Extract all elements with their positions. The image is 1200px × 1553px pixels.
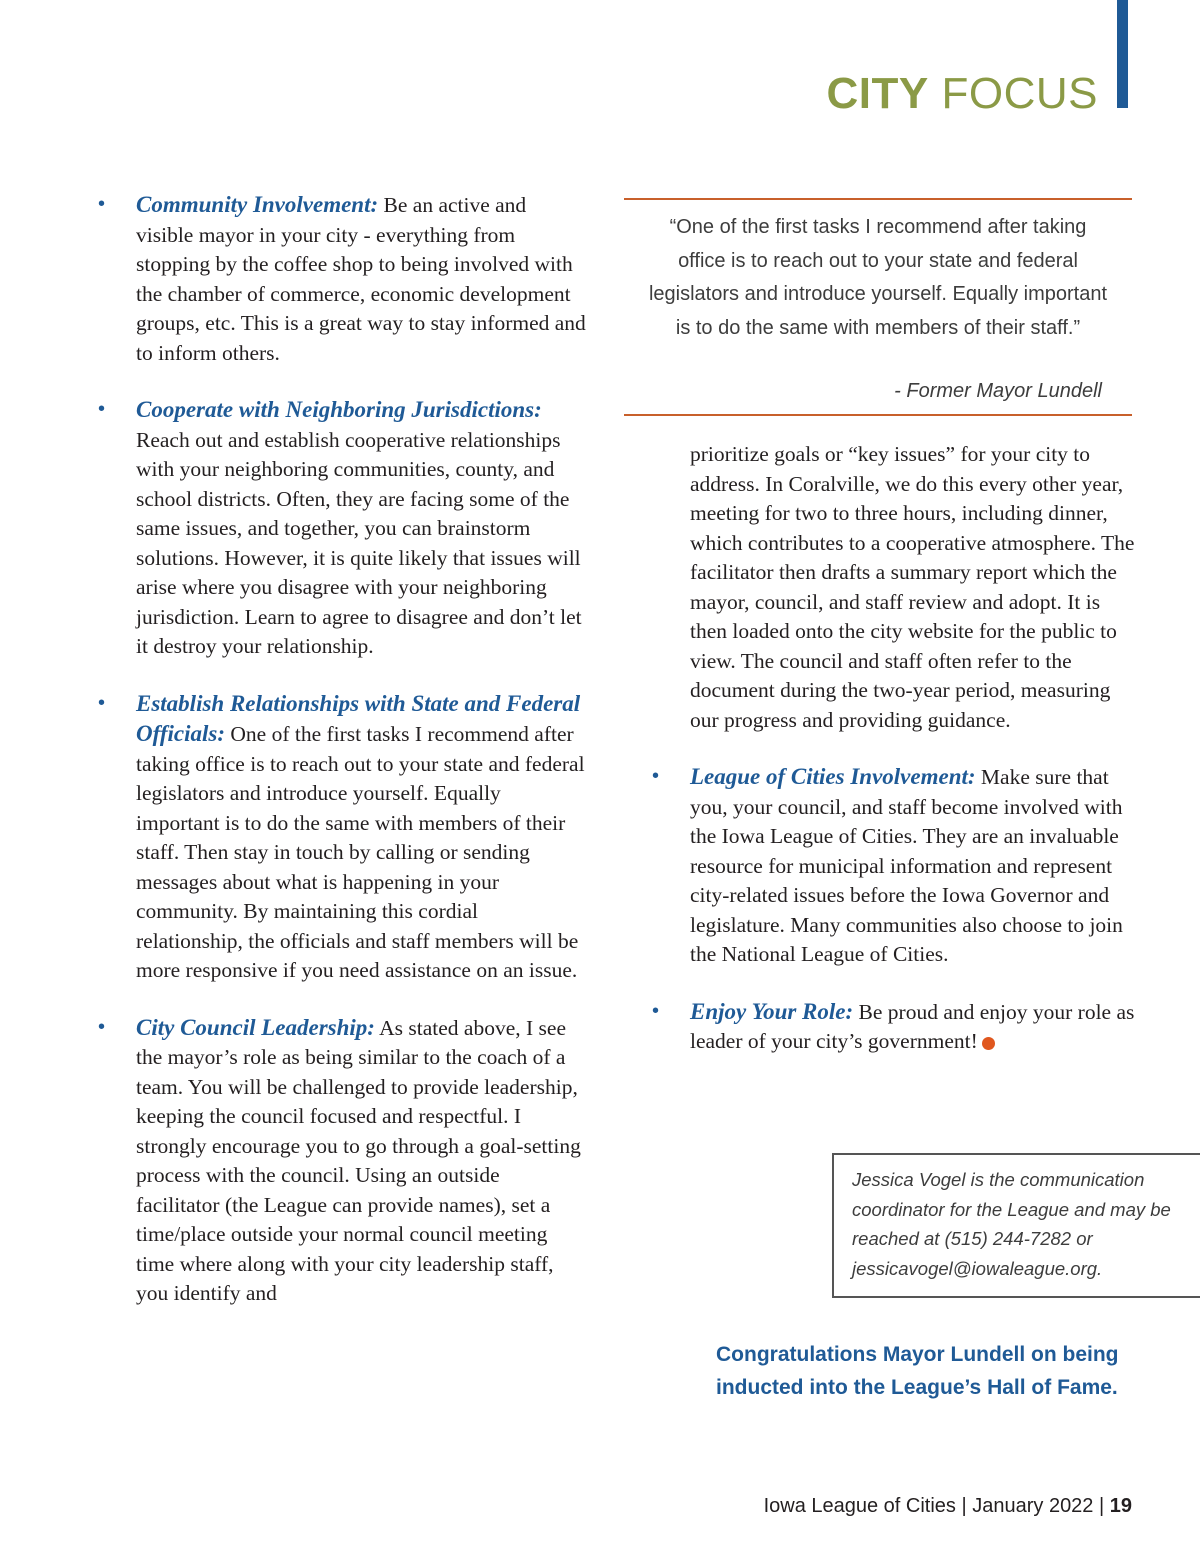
pull-quote-text: “One of the first tasks I recommend after taking office is to reach out to your state and federal legislators and introduce yourself. Equally important is to do the same with members of their staff.”: [648, 216, 1108, 339]
bullet-lead: Cooperate with Neighboring Jurisdictions:: [136, 397, 542, 422]
bullet-lead: City Council Leadership:: [136, 1014, 375, 1040]
bullet-lead: League of Cities Involvement:: [690, 764, 976, 789]
bullet-lead: Community Involvement:: [136, 192, 379, 217]
bullet-item: [650, 762, 1140, 970]
bullet-text: Be an active and visible mayor in your city - everything from stopping by the coffee shop to being involved with the chamber of commerce, economic development groups, etc. This is a great way to stay informed and to inform others.: [136, 193, 586, 365]
page-footer: [764, 1495, 1132, 1518]
bullet-icon: •: [652, 999, 660, 1022]
section-header: [827, 66, 1098, 122]
bullet-icon: •: [98, 1015, 106, 1038]
author-bio-text: Jessica Vogel is the communication coordinator for the League and may be reached at (515) 244-7282 or jessicavogel@iowaleague.org.: [852, 1169, 1171, 1279]
left-column: [96, 190, 586, 1336]
bullet-item: [96, 190, 586, 368]
pull-quote-attribution: - Former Mayor Lundell: [894, 380, 1102, 402]
bullet-item: [96, 689, 586, 986]
bullet-item: [96, 1013, 586, 1309]
bullet-item: [96, 395, 586, 662]
bullet-lead: Establish Relationships with State and Federal Officials:: [136, 690, 581, 746]
bullet-lead: Enjoy Your Role:: [690, 998, 854, 1024]
bullet-item: [650, 997, 1140, 1057]
bullet-icon: •: [98, 193, 106, 215]
bullet-icon: •: [98, 398, 106, 420]
bullet-text: Be proud and enjoy your role as leader of your city’s government!: [690, 999, 1135, 1053]
bullet-text: Make sure that you, your council, and staff become involved with the Iowa League of Cities. They are an invaluable resource for municipal information and represent city-related issues before the Iowa Governor and legislature. Many communities also choose to join the National League of Cities.: [690, 765, 1123, 966]
header-accent-bar: [1117, 0, 1128, 108]
bullet-icon: •: [652, 765, 660, 787]
end-mark-icon: [982, 1037, 995, 1050]
pull-quote: [624, 198, 1132, 416]
section-header-rest: FOCUS: [928, 69, 1098, 118]
bullet-text: As stated above, I see the mayor’s role as being similar to the coach of a team. You will be challenged to provide leadership, keeping the council focused and respectful. I strongly encourage you to go through a goal-setting process with the council. Using an outside facilitator (the League can provide names), set a time/place outside your normal council meeting time where along with your city leadership staff, you identify and: [136, 1015, 581, 1305]
author-bio-box: [832, 1153, 1200, 1298]
right-column: [650, 440, 1140, 1084]
bullet-text: Reach out and establish cooperative relationships with your neighboring communities, county, and school districts. Often, they are facing some of the same issues, and together, you can brainstorm solutions. However, it is quite likely that issues will arise where you disagree with your neighboring jurisdiction. Learn to agree to disagree and don’t let it destroy your relationship.: [136, 427, 582, 658]
congratulations-note: Congratulations Mayor Lundell on being inducted into the League’s Hall of Fame.: [716, 1343, 1119, 1399]
bullet-icon: •: [98, 691, 106, 714]
footer-text: Iowa League of Cities | January 2022 |: [763, 1495, 1110, 1517]
continuation-paragraph: prioritize goals or “key issues” for your city to address. In Coralville, we do this every other year, meeting for two to three hours, including dinner, which contributes to a cooperative atmosphere. The facilitator then drafts a summary report which the mayor, council, and staff review and adopt. It is then loaded onto the city website for the public to view. The council and staff often refer to the document during the two-year period, measuring our progress and providing guidance.: [690, 442, 1135, 732]
page-number: 19: [1109, 1495, 1132, 1517]
bullet-text: One of the first tasks I recommend after taking office is to reach out to your state and federal legislators and introduce yourself. Equally important is to do the same with members of their staff. Then stay in touch by calling or sending messages about what is happening in your community. By maintaining this cordial relationship, the officials and staff members will be more responsive if you need assistance on an issue.: [136, 722, 585, 982]
section-header-bold: CITY: [826, 69, 929, 118]
